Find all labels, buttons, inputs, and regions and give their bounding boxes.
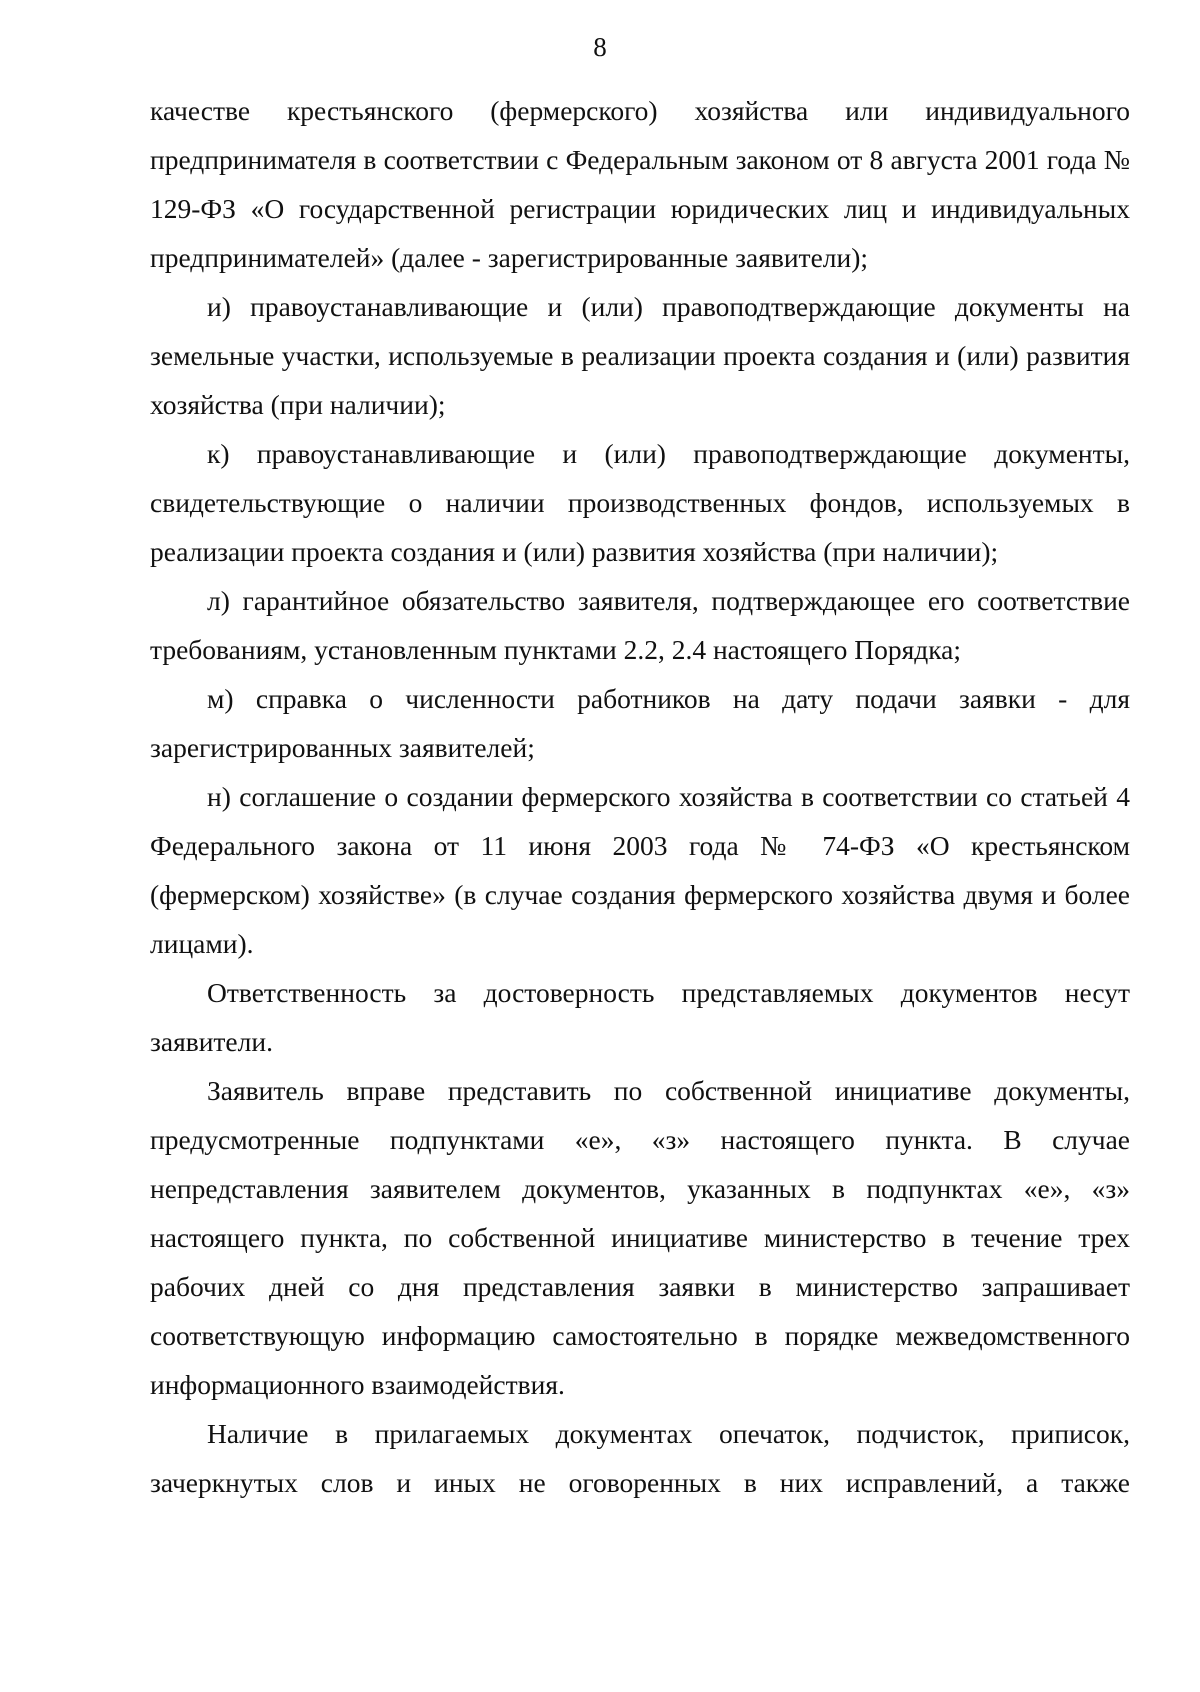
paragraph-item-l: л) гарантийное обязательство заявителя, подтверждающее его соответствие требованиям, установленным пунктами 2.2, 2.4 настоящего Порядка; [150,585,1130,665]
paragraph-corrections: Наличие в прилагаемых документах опечаток, подчисток, приписок, зачеркнутых слов и иных не оговоренных в них исправлений, а также [150,1418,1130,1498]
document-body [150,86,1130,1507]
paragraph-continuation: качестве крестьянского (фермерского) хозяйства или индивидуального предпринимателя в соответствии с Федеральным законом от 8 августа 2001 года № 129-ФЗ «О государственной регистрации юридических лиц и индивидуальных предпринимателей» (далее - зарегистрированные заявители); [150,95,1130,273]
paragraph-item-m: м) справка о численности работников на дату подачи заявки - для зарегистрированных заявителей; [150,683,1130,763]
paragraph-item-n: н) соглашение о создании фермерского хозяйства в соответствии со статьей 4 Федерального закона от 11 июня 2003 года № 74-ФЗ «О крестьянском (фермерском) хозяйстве» (в случае создания фермерского хозяйства двумя и более лицами). [150,781,1130,959]
paragraph-item-i: и) правоустанавливающие и (или) правоподтверждающие документы на земельные участки, используемые в реализации проекта создания и (или) развития хозяйства (при наличии); [150,291,1130,420]
paragraph-own-initiative: Заявитель вправе представить по собственной инициативе документы, предусмотренные подпунктами «е», «з» настоящего пункта. В случае непредставления заявителем документов, указанных в подпунктах «е», «з» настоящего пункта, по собственной инициативе министерство в течение трех рабочих дней со дня представления заявки в министерство запрашивает соответствующую информацию самостоятельно в порядке межведомственного информационного взаимодействия. [150,1075,1130,1400]
page-number: 8 [593,32,607,62]
paragraph-responsibility: Ответственность за достоверность представляемых документов несут заявители. [150,977,1130,1057]
paragraph-item-k: к) правоустанавливающие и (или) правоподтверждающие документы, свидетельствующие о наличии производственных фондов, используемых в реализации проекта создания и (или) развития хозяйства (при наличии); [150,438,1130,567]
